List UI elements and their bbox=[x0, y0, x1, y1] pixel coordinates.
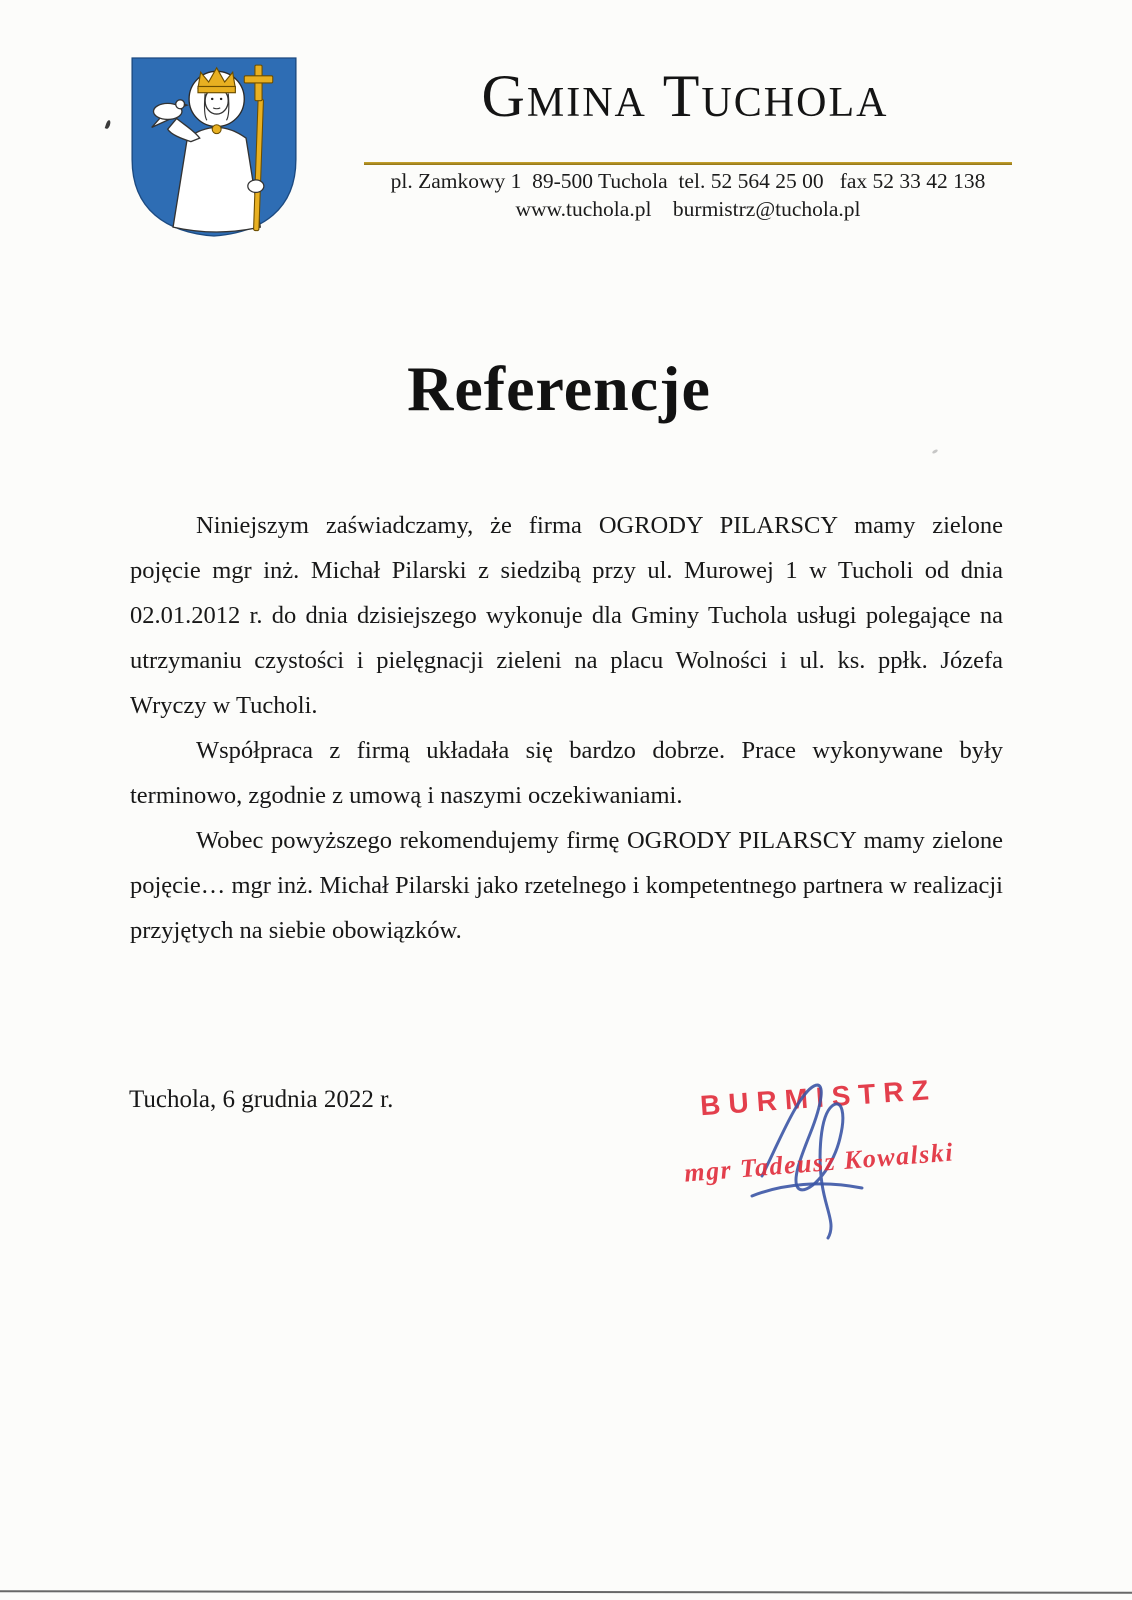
paragraph: Niniejszym zaświadczamy, że firma OGRODY PILARSCY mamy zielone pojęcie mgr inż. Michał Pilarski z siedzibą przy ul. Murowej 1 w Tucholi od dnia 02.01.2012 r. do dnia dzisiejszego wykonuje dla Gminy Tuchola usługi polegające na utrzymaniu czystości i pielęgnacji zieleni na placu Wolności i ul. ks. ppłk. Józefa Wryczy w Tucholi. bbox=[130, 512, 1003, 719]
document-title: Referencje bbox=[407, 353, 711, 424]
tuchola-coat-of-arms-icon bbox=[125, 52, 303, 242]
header-divider bbox=[364, 162, 1012, 165]
contact-line: www.tuchola.pl burmistrz@tuchola.pl bbox=[515, 197, 861, 221]
paragraph: Współpraca z firmą układała się bardzo dobrze. Prace wykonywane były terminowo, zgodnie z umową i naszymi oczekiwaniami. bbox=[130, 737, 1003, 809]
document-body bbox=[130, 503, 1003, 953]
paragraph: Wobec powyższego rekomendujemy firmę OGRODY PILARSCY mamy zielone pojęcie… mgr inż. Michał Pilarski jako rzetelnego i kompetentnego partnera w realizacji przyjętych na siebie obowiązków. bbox=[130, 827, 1003, 944]
dateline: Tuchola, 6 grudnia 2022 r. bbox=[129, 1086, 394, 1113]
org-name: Gmina Tuchola bbox=[481, 63, 889, 129]
stamp-title: BURMISTRZ bbox=[699, 1073, 938, 1122]
scan-edge-line bbox=[0, 1590, 1132, 1594]
stamp-signer-name: mgr Tadeusz Kowalski bbox=[683, 1137, 956, 1188]
scan-speck bbox=[932, 449, 939, 455]
address-line: pl. Zamkowy 1 89-500 Tuchola tel. 52 564 25 00 fax 52 33 42 138 bbox=[390, 169, 986, 193]
scan-speck bbox=[105, 120, 112, 130]
